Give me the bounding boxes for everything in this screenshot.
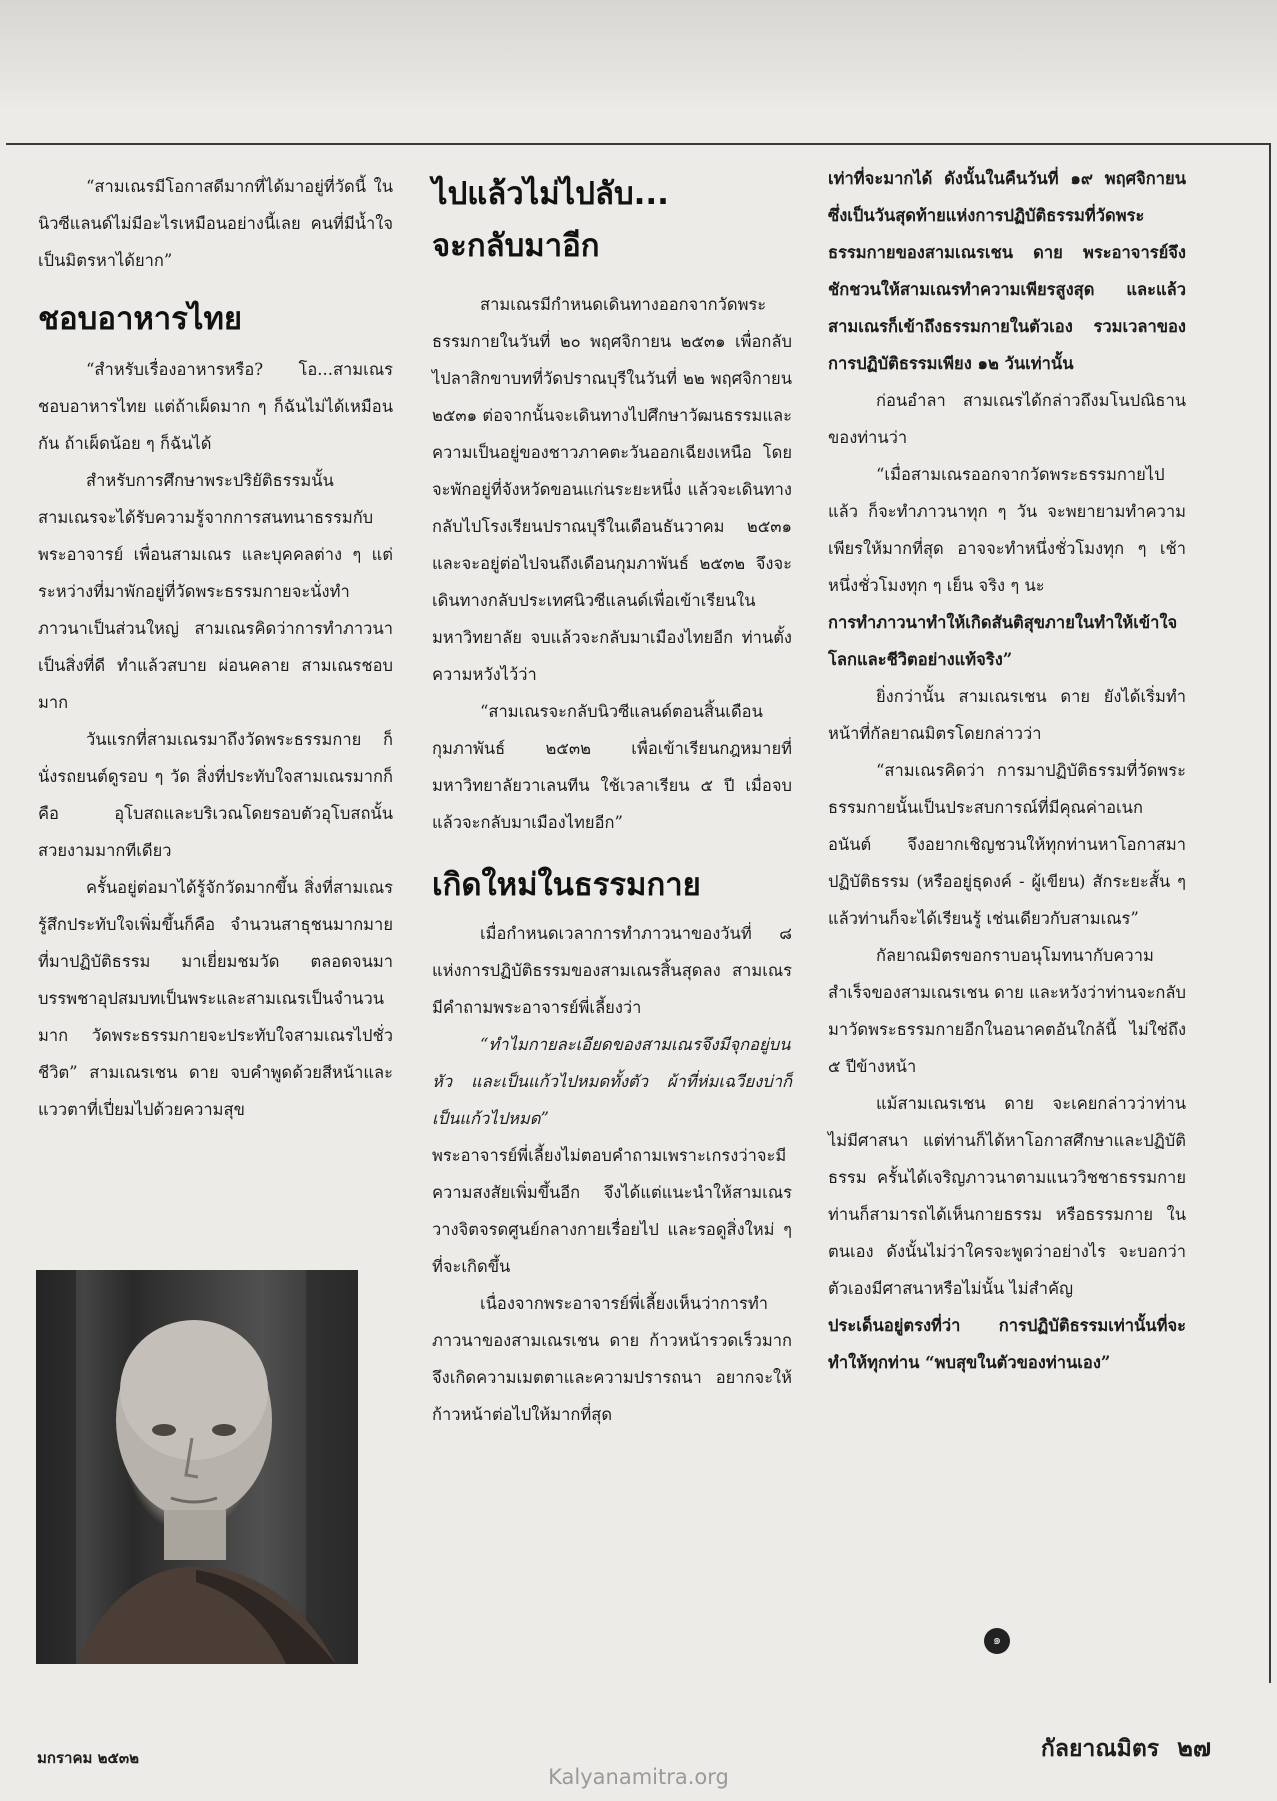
column-3 (828, 160, 1186, 1381)
paragraph: วันแรกที่สามเณรมาถึงวัดพระธรรมกาย ก็นั่งรถยนต์ดูรอบ ๆ วัด สิ่งที่ประทับใจสามเณรมากก็คือ อุโบสถและบริเวณโดยรอบตัวอุโบสถนั้นสวยงามมากทีเดียว (38, 730, 393, 860)
paragraph: ก่อนอำลา สามเณรได้กล่าวถึงมโนปณิธานของท่านว่า (828, 391, 1186, 447)
magazine-footer (1041, 1728, 1211, 1767)
issue-date: มกราคม ๒๕๓๒ (37, 1749, 139, 1767)
article-end-icon: ๑ (984, 1628, 1010, 1654)
section-heading-reborn: เกิดใหม่ในธรรมกาย (432, 867, 701, 903)
column-2 (432, 168, 792, 1433)
bold-paragraph: การทำภาวนาทำให้เกิดสันติสุขภายในทำให้เข้าใจโลกและชีวิตอย่างแท้จริง” (828, 613, 1178, 669)
paragraph: เมื่อกำหนดเวลาการทำภาวนาของวันที่ ๘ แห่งการปฏิบัติธรรมของสามเณรสิ้นสุดลง สามเณรมีคำถามพระอาจารย์พี่เลี้ยงว่า (432, 924, 792, 1017)
paragraph: “สามเณรมีโอกาสดีมากที่ได้มาอยู่ที่วัดนี้ ในนิวซีแลนด์ไม่มีอะไรเหมือนอย่างนี้เลย คนที่มีน้ำใจเป็นมิตรหาได้ยาก” (38, 177, 393, 270)
paragraph: เนื่องจากพระอาจารย์พี่เลี้ยงเห็นว่าการทำภาวนาของสามเณรเชน ดาย ก้าวหน้ารวดเร็วมากจึงเกิดความเมตตาและความปรารถนา อยากจะให้ก้าวหน้าต่อไปให้มากที่สุด (432, 1294, 792, 1424)
paragraph: ยิ่งกว่านั้น สามเณรเชน ดาย ยังได้เริ่มทำหน้าที่กัลยาณมิตรโดยกล่าวว่า (828, 687, 1186, 743)
paragraph: เท่าที่จะมากได้ ดังนั้นในคืนวันที่ ๑๙ พฤศจิกายน ซึ่งเป็นวันสุดท้ายแห่งการปฏิบัติธรรมที่วัดพระธรรมกายของสามเณรเชน ดาย พระอาจารย์จึงชักชวนให้สามเณรทำความเพียรสูงสุด และแล้วสามเณรก็เข้าถึงธรรมกายในตัวเอง รวมเวลาของการปฏิบัติธรรมเพียง ๑๒ วันเท่านั้น (828, 169, 1186, 373)
paragraph: ครั้นอยู่ต่อมาได้รู้จักวัดมากขึ้น สิ่งที่สามเณรรู้สึกประทับใจเพิ่มขึ้นก็คือ จำนวนสาธุชนมากมายที่มาปฏิบัติธรรม มาเยี่ยมชมวัด ตลอดจนมาบรรพชาอุปสมบทเป็นพระและสามเณรเป็นจำนวนมาก วัดพระธรรมกายจะประทับใจสามเณรไปชั่วชีวิต” สามเณรเชน ดาย จบคำพูดด้วยสีหน้าและแววตาที่เปี่ยมไปด้วยความสุข (38, 878, 393, 1119)
magazine-name: กัลยาณมิตร (1040, 1736, 1160, 1762)
novice-portrait-photo (36, 1270, 358, 1664)
paragraph: “สามเณรจะกลับนิวซีแลนด์ตอนสิ้นเดือนกุมภาพันธ์ ๒๕๓๒ เพื่อเข้าเรียนกฎหมายที่มหาวิทยาลัยวาเลนทีน ใช้เวลาเรียน ๕ ปี เมื่อจบแล้วจะกลับมาเมืองไทยอีก” (432, 702, 792, 832)
top-page-bleed (0, 0, 1277, 110)
paragraph: กัลยาณมิตรขอกราบอนุโมทนากับความสำเร็จของสามเณรเชน ดาย และหวังว่าท่านจะกลับมาวัดพระธรรมกายอีกในอนาคตอันใกล้นี้ ไม่ใช่ถึง ๕ ปีข้างหน้า (828, 946, 1186, 1076)
paragraph: แม้สามเณรเชน ดาย จะเคยกล่าวว่าท่านไม่มีศาสนา แต่ท่านก็ได้หาโอกาสศึกษาและปฏิบัติธรรม ครั้นได้เจริญภาวนาตามแนววิชชาธรรมกาย ท่านก็สามารถได้เห็นกายธรรม หรือธรรมกาย ในตนเอง ดังนั้นไม่ว่าใครจะพูดว่าอย่างไร จะบอกว่าตัวเองมีศาสนาหรือไม่นั้น ไม่สำคัญ (828, 1094, 1186, 1298)
heading-line-2: จะกลับมาอีก (432, 228, 600, 264)
paragraph: สามเณรมีกำหนดเดินทางออกจากวัดพระธรรมกายในวันที่ ๒๐ พฤศจิกายน ๒๕๓๑ เพื่อกลับไปลาสิกขาบทที่วัดปราณบุรีในวันที่ ๒๒ พฤศจิกายน ๒๕๓๑ ต่อจากนั้นจะเดินทางไปศึกษาวัฒนธรรมและความเป็นอยู่ของชาวภาคตะวันออกเฉียงเหนือ โดยจะพักอยู่ที่จังหวัดขอนแก่นระยะหนึ่ง แล้วจะเดินทางกลับไปโรงเรียนปราณบุรีในเดือนธันวาคม ๒๕๓๑ และจะอยู่ต่อไปจนถึงเดือนกุมภาพันธ์ ๒๕๓๒ จึงจะเดินทางกลับประเทศนิวซีแลนด์เพื่อเข้าเรียนในมหาวิทยาลัย จบแล้วจะกลับมาเมืองไทยอีก ท่านตั้งความหวังไว้ว่า (432, 295, 792, 684)
section-heading-return (432, 168, 792, 272)
paragraph: “เมื่อสามเณรออกจากวัดพระธรรมกายไปแล้ว ก็จะทำภาวนาทุก ๆ วัน จะพยายามทำความเพียรให้มากที่สุด อาจจะทำหนึ่งชั่วโมงทุก ๆ เช้า หนึ่งชั่วโมงทุก ๆ เย็น จริง ๆ นะ (828, 465, 1186, 595)
paragraph: “สำหรับเรื่องอาหารหรือ? โอ...สามเณรชอบอาหารไทย แต่ถ้าเผ็ดมาก ๆ ก็ฉันไม่ได้เหมือนกัน ถ้าเผ็ดน้อย ๆ ก็ฉันได้ (38, 360, 393, 453)
heading-line-1: ไปแล้วไม่ไปลับ... (432, 176, 669, 212)
portrait-illustration (36, 1270, 358, 1664)
section-heading-thai-food: ชอบอาหารไทย (38, 301, 243, 337)
paragraph: “สามเณรคิดว่า การมาปฏิบัติธรรมที่วัดพระธรรมกายนั้นเป็นประสบการณ์ที่มีคุณค่าอเนกอนันต์ จึงอยากเชิญชวนให้ทุกท่านหาโอกาสมาปฏิบัติธรรม (หรืออยู่ธุดงค์ - ผู้เขียน) สักระยะสั้น ๆ แล้วท่านก็จะได้เรียนรู้ เช่นเดียวกับสามเณร” (828, 761, 1186, 928)
italic-quote: “ทำไมกายละเอียดของสามเณรจึงมีจุกอยู่บนหัว และเป็นแก้วไปหมดทั้งตัว ผ้าที่ห่มเฉวียงบ่าก็เป็นแก้วไปหมด” (432, 1035, 792, 1128)
page-number: ๒๗ (1177, 1734, 1211, 1762)
paragraph: พระอาจารย์พี่เลี้ยงไม่ตอบคำถามเพราะเกรงว่าจะมีความสงสัยเพิ่มขึ้นอีก จึงได้แต่แนะนำให้สามเณรวางจิตจรดศูนย์กลางกายเรื่อยไป และรอดูสิ่งใหม่ ๆ ที่จะเกิดขึ้น (432, 1146, 792, 1276)
site-watermark: Kalyanamitra.org (548, 1765, 729, 1789)
column-1 (38, 168, 393, 1128)
bold-paragraph: ประเด็นอยู่ตรงที่ว่า การปฏิบัติธรรมเท่านั้นที่จะทำให้ทุกท่าน “พบสุขในตัวของท่านเอง” (828, 1316, 1186, 1372)
paragraph: สำหรับการศึกษาพระปริยัติธรรมนั้น สามเณรจะได้รับความรู้จากการสนทนาธรรมกับพระอาจารย์ เพื่อนสามเณร และบุคคลต่าง ๆ แต่ระหว่างที่มาพักอยู่ที่วัดพระธรรมกายจะนั่งทำภาวนาเป็นส่วนใหญ่ สามเณรคิดว่าการทำภาวนาเป็นสิ่งที่ดี ทำแล้วสบาย ผ่อนคลาย สามเณรชอบมาก (38, 471, 393, 712)
